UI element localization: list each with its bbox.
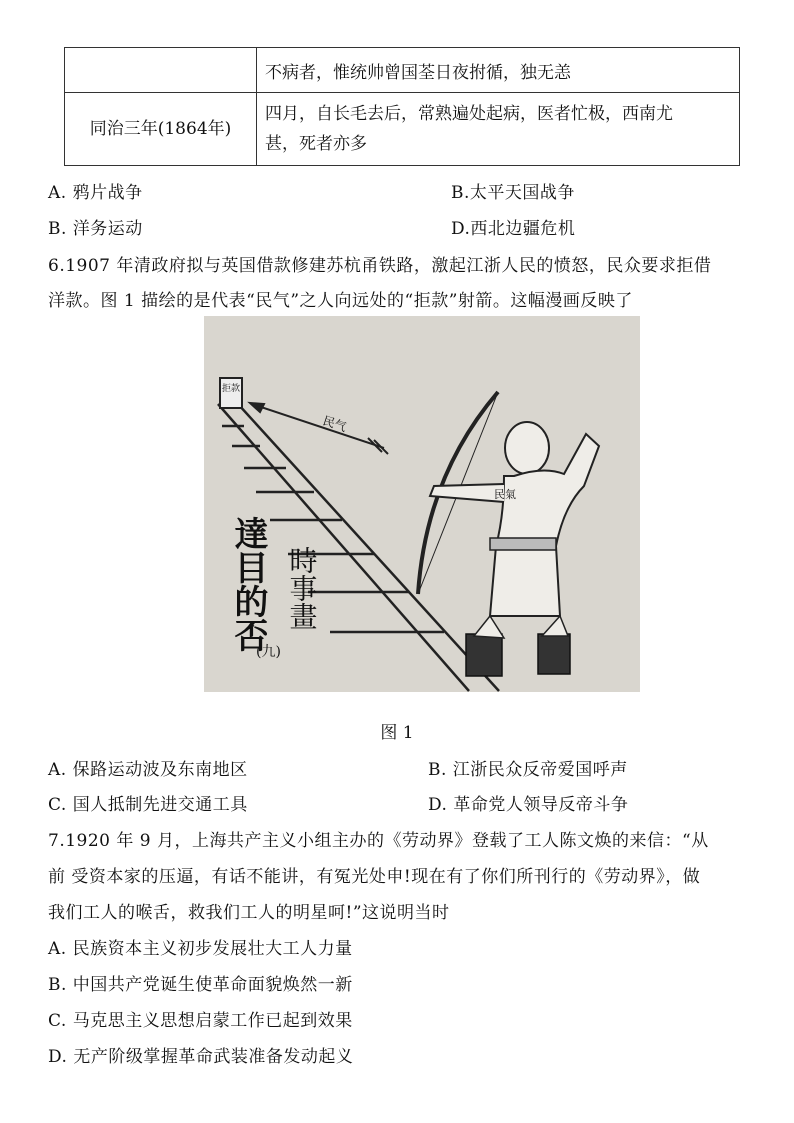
record-line: 四月，自长毛去后，常熟遍处起病，医者忙极，西南尤	[265, 104, 673, 124]
q7-stem-line: 前 受资本家的压逼，有话不能讲，有冤光处申!现在有了你们所刊行的《劳动界》，做	[48, 867, 701, 887]
q5-option-a: A. 鸦片战争	[48, 183, 143, 203]
q6-stem-line: 洋款。图 1 描绘的是代表“民气”之人向远处的“拒款”射箭。这幅漫画反映了	[48, 291, 633, 311]
q7-option-b: B. 中国共产党诞生使革命面貌焕然一新	[48, 975, 353, 995]
q6-stem-line: 6.1907 年清政府拟与英国借款修建苏杭甬铁路，激起江浙人民的愤怒，民众要求拒借	[48, 256, 712, 276]
cartoon-title-left: 達目的否	[228, 516, 268, 652]
q6-option-c: C. 国人抵制先进交通工具	[48, 795, 248, 815]
target-label: 拒款	[221, 384, 241, 394]
cartoon-figure	[204, 316, 640, 692]
cartoon-illustration	[204, 316, 640, 692]
table-cell-record	[257, 93, 740, 166]
record-line: 甚，死者亦多	[265, 134, 367, 154]
record-table	[64, 47, 740, 166]
person-label: 民氣	[494, 488, 516, 501]
q7-stem-line: 我们工人的喉舌，救我们工人的明星呵!”这说明当时	[48, 903, 450, 923]
q6-option-b: B. 江浙民众反帝爱国呼声	[428, 760, 628, 780]
q6-option-d: D. 革命党人领导反帝斗争	[428, 795, 629, 815]
table-cell-year	[65, 48, 257, 93]
q6-option-a: A. 保路运动波及东南地区	[48, 760, 248, 780]
q7-option-d: D. 无产阶级掌握革命武装准备发动起义	[48, 1047, 354, 1067]
cartoon-title-right: 時事畫	[285, 546, 319, 630]
q5-option-c: B. 洋务运动	[48, 219, 143, 239]
q5-option-d: D.西北边疆危机	[451, 219, 576, 239]
cartoon-number: (九)	[256, 644, 281, 660]
q5-option-b: B.太平天国战争	[451, 183, 575, 203]
q7-stem-line: 7.1920 年 9 月，上海共产主义小组主办的《劳动界》登载了工人陈文焕的来信：“从	[48, 831, 709, 851]
table-row	[65, 48, 740, 93]
arrow-label: 民气	[321, 413, 349, 435]
q7-option-a: A. 民族资本主义初步发展壮大工人力量	[48, 939, 353, 959]
figure-caption: 图 1	[380, 723, 414, 743]
table-cell-record: 不病者，惟统帅曾国荃日夜拊循，独无恙	[257, 48, 740, 93]
arrow	[250, 403, 388, 454]
archer	[430, 422, 599, 676]
q7-option-c: C. 马克思主义思想启蒙工作已起到效果	[48, 1011, 353, 1031]
table-row	[65, 93, 740, 166]
table-cell-year: 同治三年(1864年)	[65, 93, 257, 166]
